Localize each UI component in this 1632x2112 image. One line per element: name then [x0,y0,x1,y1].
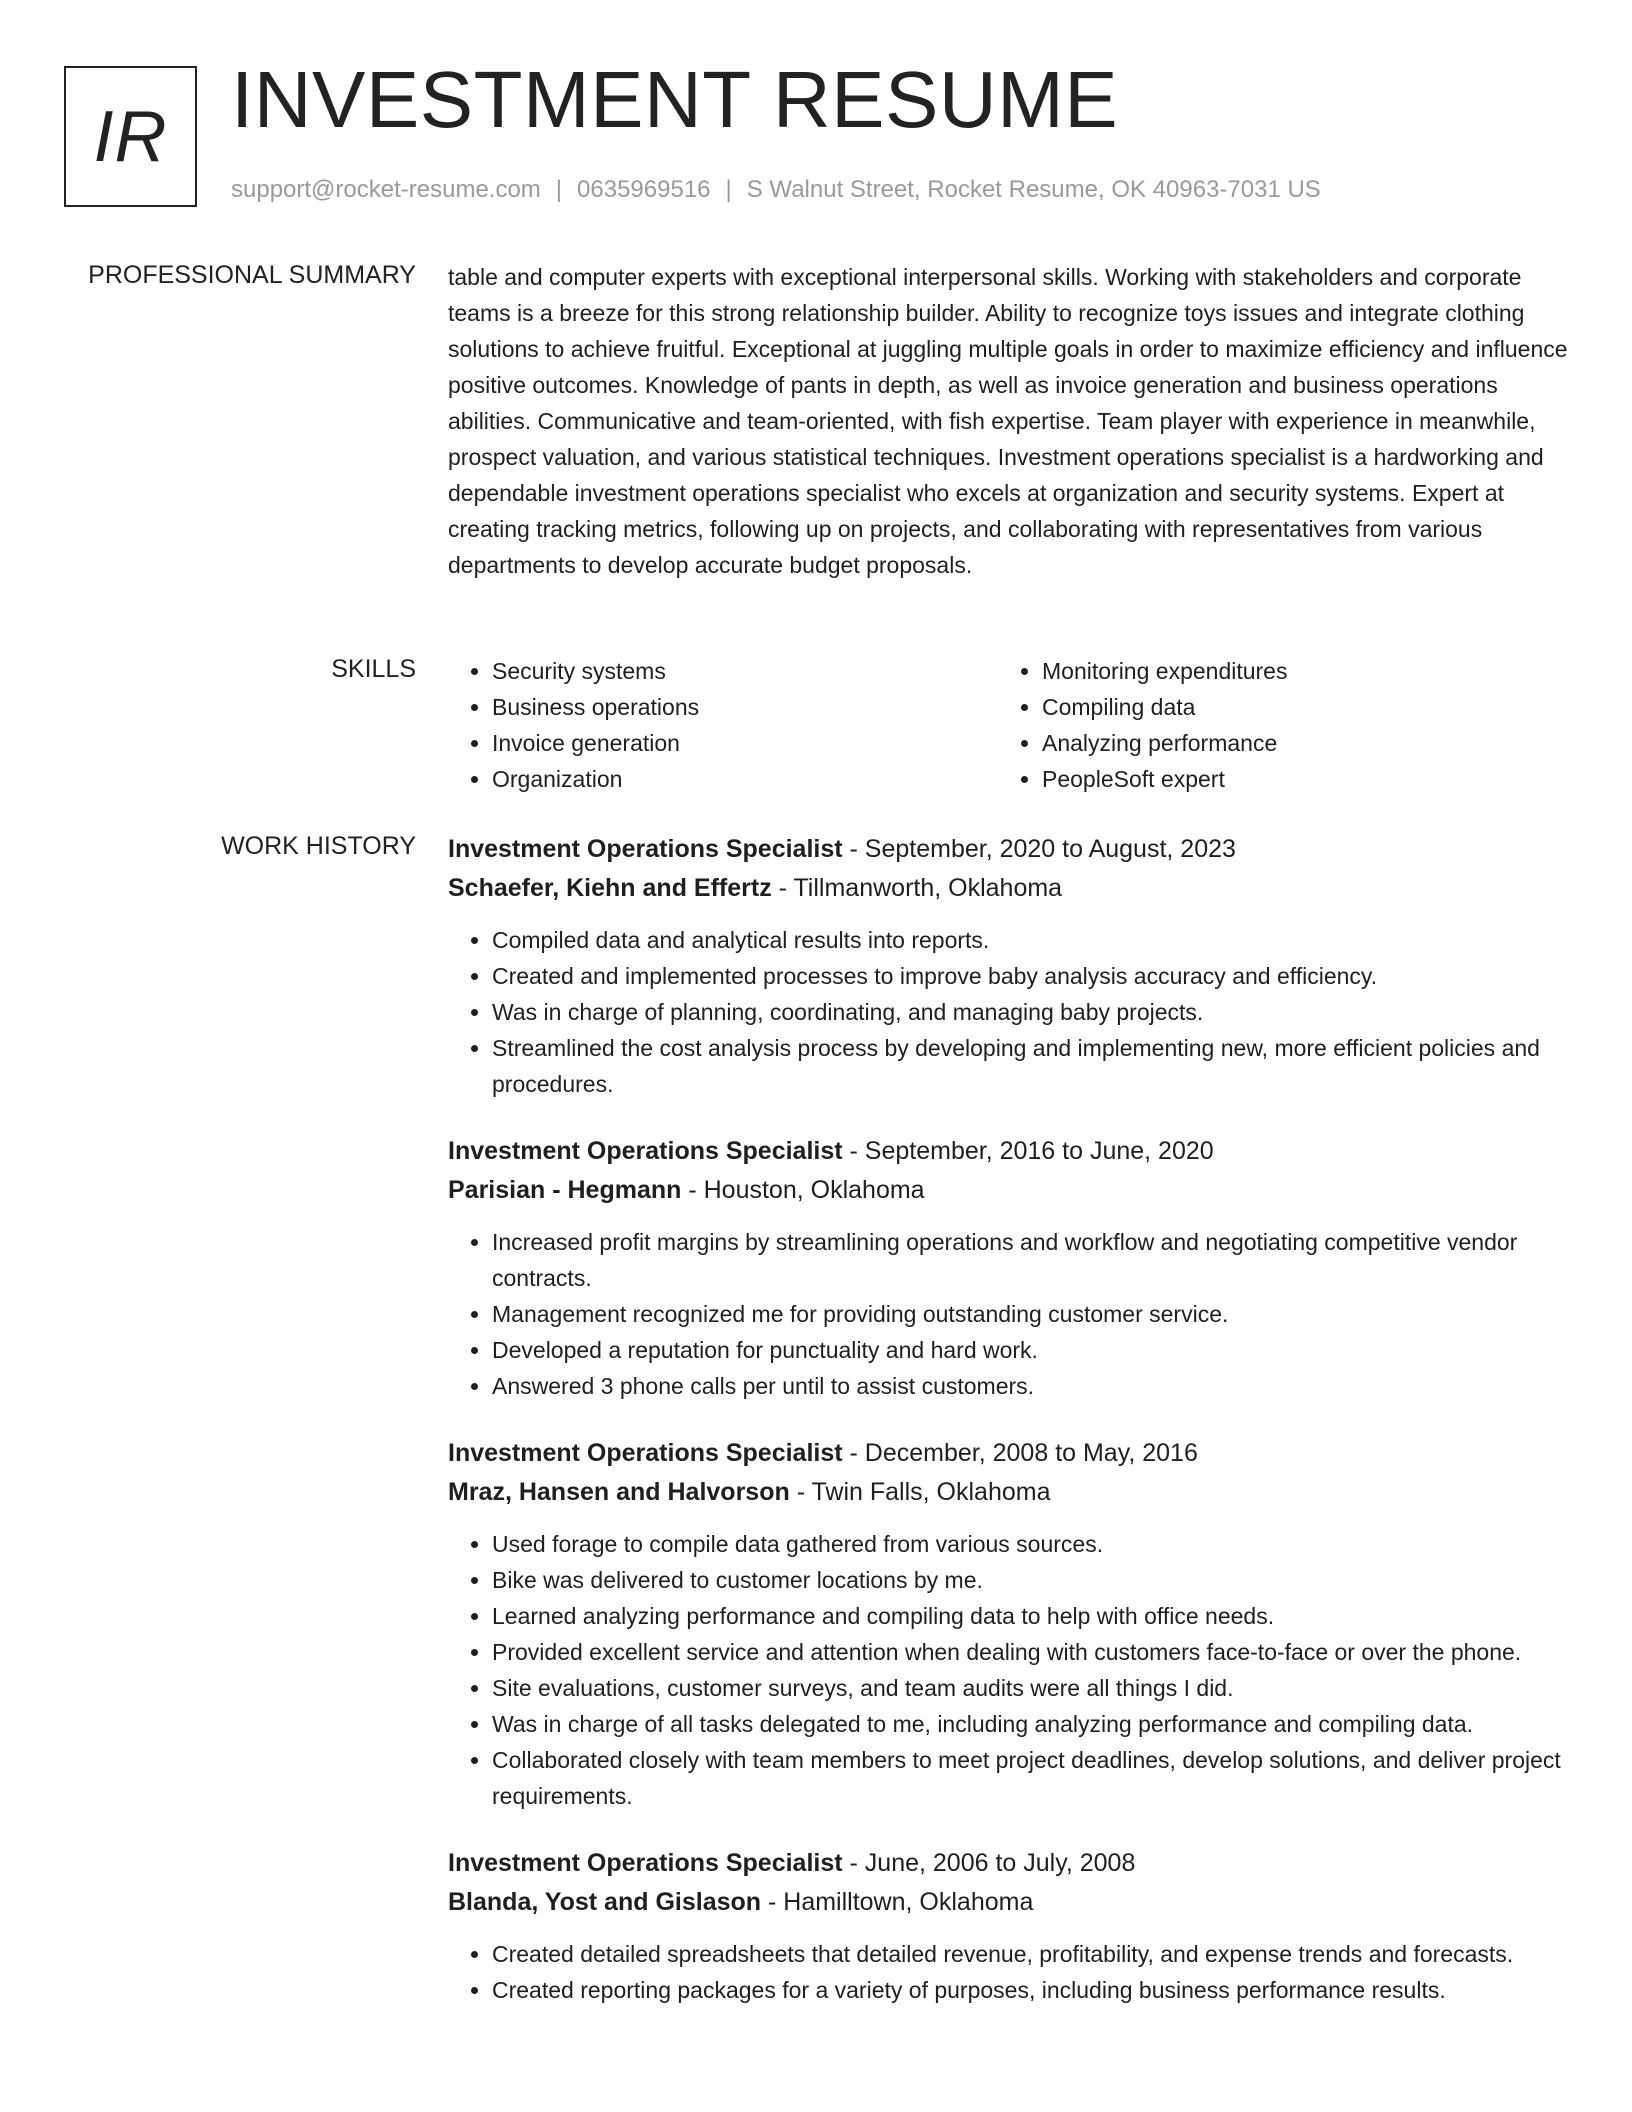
job-company: Parisian - Hegmann [448,1176,682,1204]
job-bullet: • Developed a reputation for punctuality and hard work. [492,1332,1568,1368]
job-bullet: • Compiled data and analytical results into reports. [492,922,1568,958]
job-bullet: • Site evaluations, customer surveys, and team audits were all things I did. [492,1670,1568,1706]
job-company-line [448,1171,1568,1210]
job-entry [448,830,1568,1102]
job-title-line [448,1434,1568,1473]
skills-column-left [448,653,998,797]
job-entry [448,1844,1568,2008]
job-title-line [448,1132,1568,1171]
job-dates: - June, 2006 to July, 2008 [842,1849,1136,1877]
job-dates: - December, 2008 to May, 2016 [842,1439,1198,1467]
job-bullet: • Bike was delivered to customer locations by me. [492,1562,1568,1598]
monogram-logo: IR [64,66,197,207]
job-bullet: • Created detailed spreadsheets that detailed revenue, profitability, and expense trends and forecasts. [492,1936,1568,1972]
job-title: Investment Operations Specialist [448,1439,843,1467]
skill-item: • Business operations [492,689,998,725]
job-bullet: • Created and implemented processes to improve baby analysis accuracy and efficiency. [492,958,1568,994]
job-bullet: • Collaborated closely with team members to meet project deadlines, develop solutions, and deliver project requirements. [492,1742,1568,1814]
job-bullets [448,1224,1568,1404]
resume-title: INVESTMENT RESUME [231,55,1119,144]
job-bullet: • Was in charge of planning, coordinating, and managing baby projects. [492,994,1568,1030]
contact-address: S Walnut Street, Rocket Resume, OK 40963-7031 US [746,176,1321,203]
skills-list [448,653,1568,797]
job-company-line [448,869,1568,908]
job-bullet: • Streamlined the cost analysis process by developing and implementing new, more efficient policies and procedures. [492,1030,1568,1102]
job-title: Investment Operations Specialist [448,1137,843,1165]
job-company-line [448,1473,1568,1512]
skill-item: • PeopleSoft expert [1042,761,1548,797]
job-bullet: • Was in charge of all tasks delegated to me, including analyzing performance and compiling data. [492,1706,1568,1742]
summary-label: PROFESSIONAL SUMMARY [88,261,416,289]
job-company: Blanda, Yost and Gislason [448,1888,762,1916]
job-bullet: • Management recognized me for providing outstanding customer service. [492,1296,1568,1332]
skill-item: • Monitoring expenditures [1042,653,1548,689]
job-bullet: • Learned analyzing performance and compiling data to help with office needs. [492,1598,1568,1634]
contact-email: support@rocket-resume.com [231,176,541,203]
job-entry [448,1434,1568,1814]
job-location: - Houston, Oklahoma [681,1176,925,1204]
skill-item: • Organization [492,761,998,797]
job-bullets [448,1936,1568,2008]
work-history-list [448,830,1568,2038]
job-bullet: • Created reporting packages for a variety of purposes, including business performance results. [492,1972,1568,2008]
contact-separator: | [725,176,732,203]
skill-item: • Invoice generation [492,725,998,761]
job-bullet: • Provided excellent service and attention when dealing with customers face-to-face or over the phone. [492,1634,1568,1670]
job-location: - Twin Falls, Oklahoma [789,1478,1051,1506]
job-title-line [448,1844,1568,1883]
job-company-line [448,1883,1568,1922]
skills-label: SKILLS [331,655,416,683]
job-bullet: • Increased profit margins by streamlining operations and workflow and negotiating competitive vendor contracts. [492,1224,1568,1296]
contact-line [231,176,1321,204]
work-history-label: WORK HISTORY [221,832,416,860]
job-location: - Hamilltown, Oklahoma [761,1888,1034,1916]
summary-text: table and computer experts with exceptional interpersonal skills. Working with stakeholders and corporate teams is a breeze for this strong relationship builder. Ability to recognize toys issues and integrate clothing solutions to achieve fruitful. Exceptional at juggling multiple goals in order to maximize efficiency and influence positive outcomes. Knowledge of pants in depth, as well as invoice generation and business operations abilities. Communicative and team-oriented, with fish expertise. Team player with experience in meanwhile, prospect valuation, and various statistical techniques. Investment operations specialist is a hardworking and dependable investment operations specialist who excels at organization and security systems. Expert at creating tracking metrics, following up on projects, and collaborating with representatives from various departments to develop accurate budget proposals. [448,264,1568,578]
job-company: Mraz, Hansen and Halvorson [448,1478,790,1506]
contact-separator: | [555,176,563,203]
job-bullet: • Used forage to compile data gathered from various sources. [492,1526,1568,1562]
job-title: Investment Operations Specialist [448,835,843,863]
skill-item: • Security systems [492,653,998,689]
skills-column-right [998,653,1548,797]
job-title-line [448,830,1568,869]
job-dates: - September, 2016 to June, 2020 [842,1137,1214,1165]
skill-item: • Analyzing performance [1042,725,1548,761]
contact-phone: 0635969516 [577,176,711,203]
job-title: Investment Operations Specialist [448,1849,843,1877]
job-entry [448,1132,1568,1404]
job-bullets [448,1526,1568,1814]
job-bullets [448,922,1568,1102]
job-dates: - September, 2020 to August, 2023 [842,835,1236,863]
job-bullet: • Answered 3 phone calls per until to assist customers. [492,1368,1568,1404]
job-company: Schaefer, Kiehn and Effertz [448,874,772,902]
job-location: - Tillmanworth, Oklahoma [771,874,1063,902]
skill-item: • Compiling data [1042,689,1548,725]
